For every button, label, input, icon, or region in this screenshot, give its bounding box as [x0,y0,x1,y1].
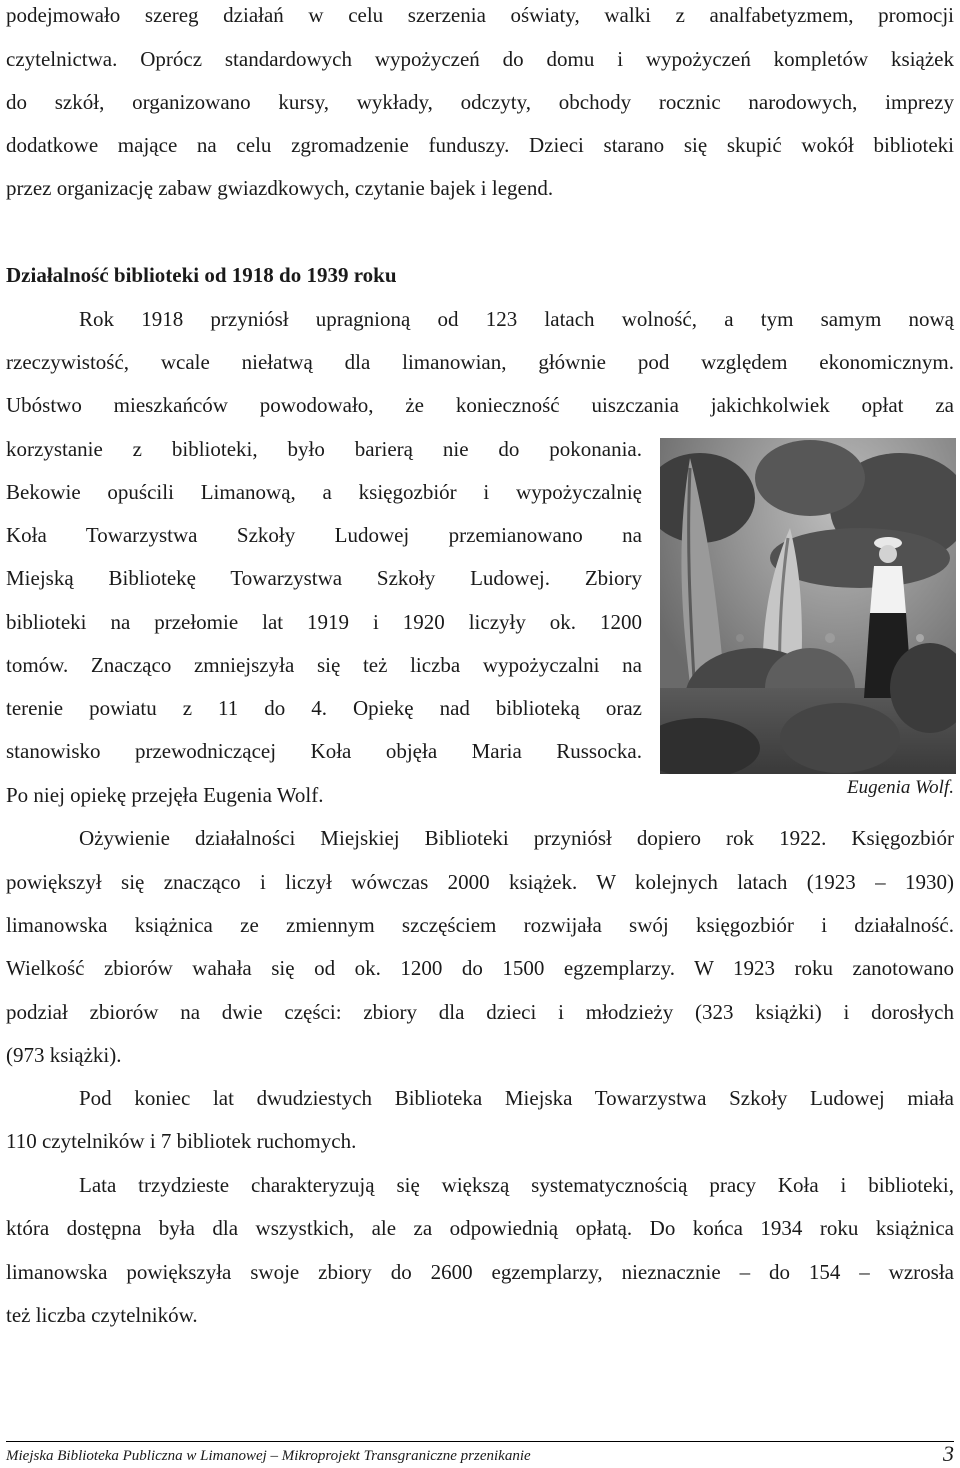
photo-caption: Eugenia Wolf. [847,777,954,798]
text-line: przez organizację zabaw gwiazdkowych, czytanie bajek i legend. [6,176,554,200]
footer-divider [6,1441,954,1442]
text-line: limanowska książnica ze zmiennym szczęściem rozwijała swój księgozbiór i działalność. [6,913,954,937]
text-line: korzystanie z biblioteki, było barierą nie do pokonania. [6,437,642,461]
text-line: podział zbiorów na dwie części: zbiory dla dzieci i młodzieży (323 książki) i dorosłych [6,1000,954,1024]
text-line: Miejską Bibliotekę Towarzystwa Szkoły Ludowej. Zbiory [6,566,642,590]
text-line: powiększył się znacząco i liczył wówczas 2000 książek. W kolejnych latach (1923 – 1930) [6,870,954,894]
text-line: terenie powiatu z 11 do 4. Opiekę nad biblioteką oraz [6,696,642,720]
section-heading: Działalność biblioteki od 1918 do 1939 roku [6,263,397,287]
text-line: (973 książki). [6,1043,122,1067]
text-line: biblioteki na przełomie lat 1919 i 1920 liczyły ok. 1200 [6,610,642,634]
text-line: tomów. Znacząco zmniejszyła się też liczba wypożyczalni na [6,653,642,677]
text-line: która dostępna była dla wszystkich, ale za odpowiednią opłatą. Do końca 1934 roku książnica [6,1216,954,1240]
text-line: limanowska powiększyła swoje zbiory do 2600 egzemplarzy, nieznacznie – do 154 – wzrosła [6,1260,954,1284]
text-line: Rok 1918 przyniósł upragnioną od 123 latach wolność, a tym samym nową [79,307,954,331]
text-line: Ożywienie działalności Miejskiej Biblioteki przyniósł dopiero rok 1922. Księgozbiór [79,826,954,850]
text-line: podejmowało szereg działań w celu szerzenia oświaty, walki z analfabetyzmem, promocji [6,3,954,27]
text-line: Bekowie opuścili Limanową, a księgozbiór i wypożyczalnię [6,480,642,504]
text-line: czytelnictwa. Oprócz standardowych wypożyczeń do domu i wypożyczeń kompletów książek [6,47,954,71]
text-line: Lata trzydzieste charakteryzują się większą systematycznością pracy Koła i biblioteki, [79,1173,954,1197]
footer-text: Miejska Biblioteka Publiczna w Limanowej – Mikroprojekt Transgraniczne przenikanie [6,1448,531,1464]
text-line: 110 czytelników i 7 bibliotek ruchomych. [6,1129,357,1153]
text-line: Po niej opiekę przejęła Eugenia Wolf. [6,783,324,807]
text-line: Wielkość zbiorów wahała się od ok. 1200 do 1500 egzemplarzy. W 1923 roku zanotowano [6,956,954,980]
text-line: też liczba czytelników. [6,1303,198,1327]
page-number: 3 [943,1441,954,1466]
photo-eugenia-wolf [660,438,956,774]
text-line: dodatkowe mające na celu zgromadzenie funduszy. Dzieci starano się skupić wokół biblioteki [6,133,954,157]
text-line: Pod koniec lat dwudziestych Biblioteka Miejska Towarzystwa Szkoły Ludowej miała [79,1086,954,1110]
text-line: do szkół, organizowano kursy, wykłady, odczyty, obchody rocznic narodowych, imprezy [6,90,954,114]
text-line: Koła Towarzystwa Szkoły Ludowej przemianowano na [6,523,642,547]
text-line: rzeczywistość, wcale niełatwą dla limanowian, głównie pod względem ekonomicznym. [6,350,954,374]
text-line: stanowisko przewodniczącej Koła objęła Maria Russocka. [6,739,642,763]
text-line: Ubóstwo mieszkańców powodowało, że konieczność uiszczania jakichkolwiek opłat za [6,393,954,417]
